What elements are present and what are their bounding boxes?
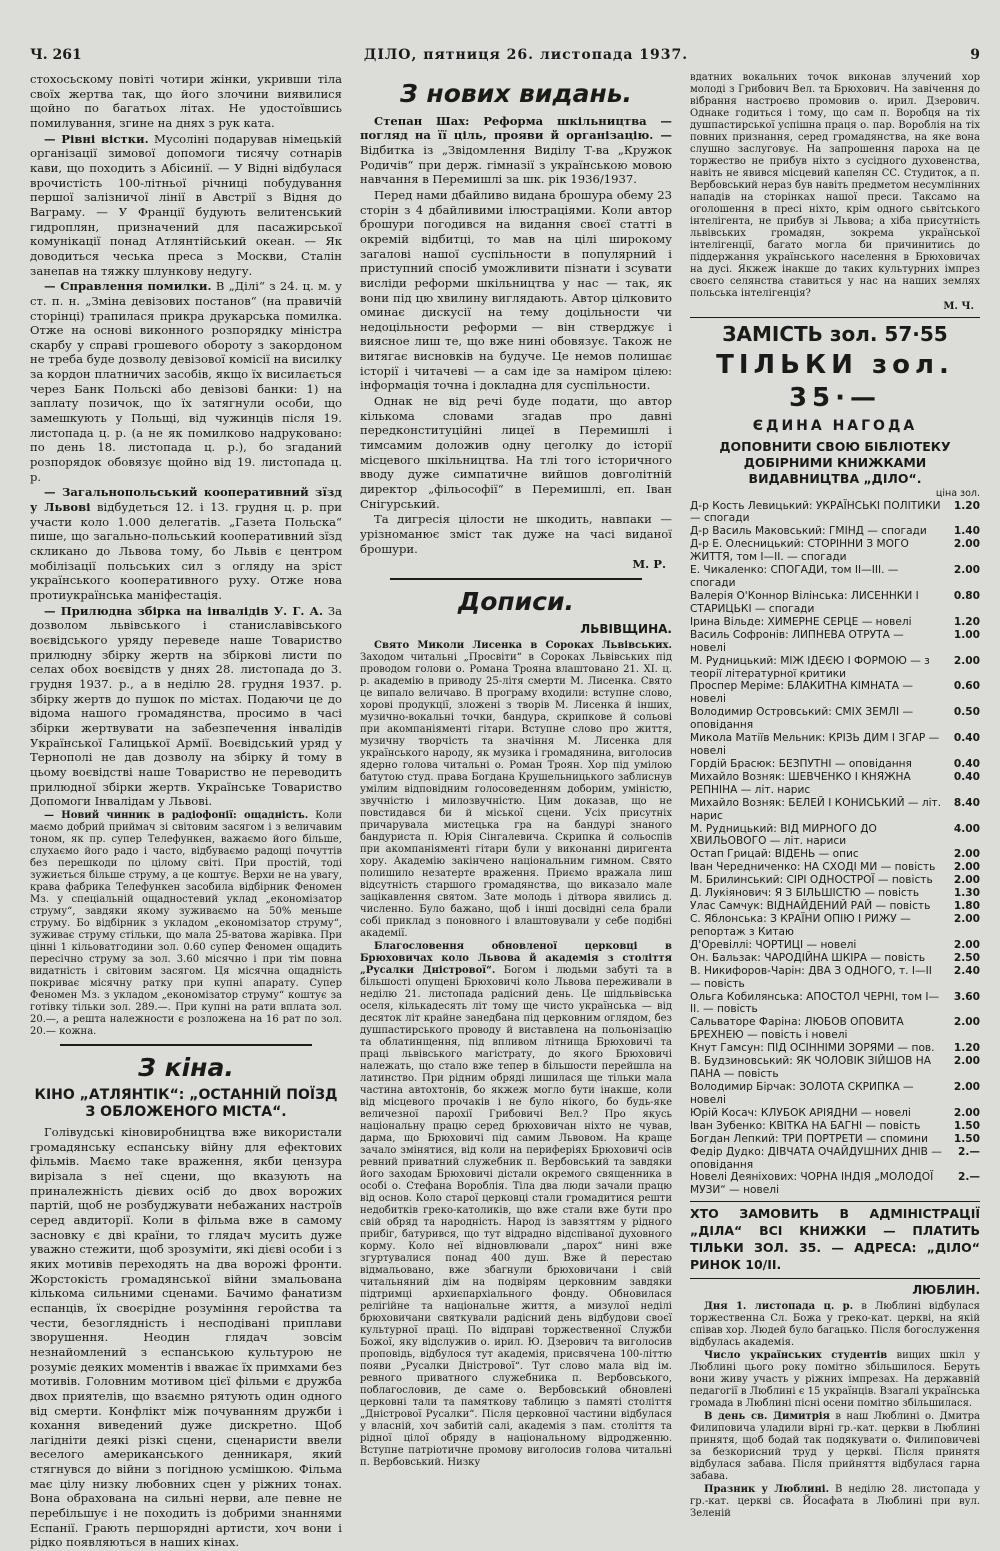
item-lead: Дня 1. листопада ц. р. <box>704 1300 854 1312</box>
column-left <box>30 72 342 1551</box>
item-lead: — Прилюдна збірка на інвалідів У. Г. А. <box>44 603 324 618</box>
book-row <box>690 732 980 758</box>
item-lead: Число українських студентів <box>704 1349 888 1361</box>
price-column-header: ціна зол. <box>935 487 980 499</box>
region-heading: ЛЮБЛИН. <box>912 1282 980 1297</box>
ad-new-price: ТІЛЬКИ зол. 35·— <box>716 350 954 414</box>
book-title: М. Рудницький: МІЖ ІДЕЄЮ І ФОРМОЮ — з теорії літературної критики <box>690 654 930 680</box>
book-title: Валерія О'Коннор Вілінська: ЛИСЕННКИ І СТАРИЦЬКІ — спогади <box>690 589 919 615</box>
review-intro <box>360 114 672 187</box>
book-price: 2.— <box>958 1171 980 1184</box>
divider <box>690 317 980 318</box>
book-row <box>690 1016 980 1042</box>
book-row <box>690 887 980 900</box>
book-title: Володимир Островський: СМІХ ЗЕМЛІ — оповідання <box>690 706 914 732</box>
review-body: Відбитка із „Звідомлення Виділу Т-ва „Кружок Родичів“ при держ. гімназії з українською мовою навчання в Перемишлі за шк. рік 1936/1937. <box>360 142 672 187</box>
item-body: Коли маємо добрий приймач зі світовим засягом і з величавим тоном, як пр. супер Телефункен, важаємо його більше, слухаємо його радо і часто, відбуваємо радощі почуттів без перешкоди по цілому світі. При простій, тоді зужиється більше струму, а це коштує. Верхи не на увагу, крава фабрика Телефункен засобила відбірник Феномен Мз. у спеціальній ощадностевий уклад „економізатор струму“, завдяки якому зуживаємо на 50% меньше струму. Бо відбірник з укладом „економізатор струму“, зуживає струму стільки, що мала 25-ватова жарівка. При цінні 1 кільоватгодини зол. 0.60 супер Феномен ощадить пересічно струму за зол. 3.60 місячно і при тім повна видатність і світовим засягом. Ця місячна ощадність покриває місячну ратку при купні апарату. Супер Феномен Мз. з укладом „економізатор струму“ коштує за готівку тільки зол. 289.—. При купні на рати вплата зол. 20.—, а решта належности є розложена на 16 рат по зол. 20.— кожна. <box>30 809 342 1037</box>
book-row <box>690 900 980 913</box>
book-price: 1.50 <box>953 1119 980 1132</box>
book-row <box>690 1042 980 1055</box>
news-item-cooperative <box>30 485 342 602</box>
item-body: В „Ділі“ з 24. ц. м. у ст. п. н. „Зміна девізових постанов“ (на правичій сторінці) трапилася прикра друкарська помилка. Отже на основі виконного розпорядку міністра скарбу у справі грошевого обороту з закордоном не треба буде дозволу девізової комісії на висилку за кордон платничих засобів, якщо їх висилається через Банк Польскі або девізові банки: 1) на заплату позичок, що їх затягнули особи, що замешкують у Польщі, від чужинців після 19. листопада ц. р. (а не як помилково надруковано: по день 18. листопада ц. р.), бо згаданий розпорядок обовязує щойно від 19. листопада ц. р. <box>30 279 343 484</box>
radio-advert <box>30 810 342 1038</box>
book-title: М. Брилинський: СІРІ ОДНОСТРОЇ — повість <box>690 874 933 887</box>
letter-lysenko <box>360 640 672 940</box>
letter-signature: М. Ч. <box>943 301 974 312</box>
book-price: 1.20 <box>953 1042 980 1055</box>
book-row <box>690 939 980 952</box>
letter-continuation: вдатних вокальних точок виконав злучений хор молоді з Грибович Вел. та Брюхович. На завічення до вібрання настроєво промовив о. ирил. Дзерович. Однаке годиться і тому, що сам п. Воробця на тіх душпастирської успішна праця о. пар. Вороблія на тіх повних признання, серед громадянства, на яке вона слушно заслуговує. На запрошення пароха на це торжество не прибув ніхто з сусідного духовенства, навіть не явився місцевий капелян СС. Студиток, а п. Вербовський нераз був навіть предметом несумлінних нападів на сторінках нашої преси. Таксамо на оголошення в пресі ніхто, крім одного сьвітського інтелігента, не прибув зі Львова; а хіба присутність львівських громадян, зокрема української інтелігенції, багато могла би причинитись до піддержання українського населення в Брюховичах на дусі. Якжеж інакше до таких культурних імпрез своєго селянства ставиться у нас на наших землях польська інтелігенція? <box>690 72 980 299</box>
book-title: Володимир Бірчак: ЗОЛОТА СКРИПКА — новелі <box>690 1081 914 1106</box>
item-body: За дозволом львівського і станиславівського воєвідського уряду переведе наше Товариство прилюдну збірку жертв на збіркові листи по селах обох воєвідств у днях 28. листопада до 3. грудня 1937. р., а в неділю 28. грудня 1937. р. збірку жертв до пушок по містах. Подаючи це до відома нашого громадянства, просимо в часі збірки жертвувати на забезпечення інвалідів Української Галицької Армії. Воєвідський уряд у Тернополі не дав дозволу на збірку й тому в цьому воєвідстві наше Товариство не переводить прилюдної збірки жертв. Українське Товариство Допомоги Інвалідам у Львові. <box>30 603 342 809</box>
book-price: 1.30 <box>953 887 980 900</box>
letter-body: Заходом читальні „Просвіти“ в Сороках Львівських під проводом голови о. Романа Трояна влаштовано 21. XI. ц. р. академію в приводу 25-літя смерти М. Лисенка. Свято це випало величаво. В програму входили: вступне слово, хорові продукції, зложені з творів М. Лисенка й інших, музично-вокальні точки, бандура, скрипкове й сольові при акомпаніяменті гітари. Вступне слово про життя, музичну творчість та значіння М. Лисенка для українського народу, як музика і громадянина, виголосив ядерно голова читальні о. Роман Троян. Хор під умілою батутою студ. права Богдана Крушельницького заблиснув умілим відповідним голосоведенням доборим, уміністю, звучністю і милозвучністю. Цим доказав, що не повстидався би й міської сцени. Усіх присутніх причарувала мистецька гра на бандурі знаного бандуриста п. Юрія Сінгалевича. Скрипка й сольоспів при акомпаніяменті гітари були у виконанні диригента хору. Академію закінчено національним гимном. Свято полишило незатерте враження. Приємо вражала лиш відсутність старшого громадянства, що виказало мале зацікавлення святом. Зате молодь і дітвора явились д. численно. Було бажано, щоб і інші досвідні села брали собі приклад з поновного і влаштовували у себе подібні академії. <box>360 651 672 939</box>
book-title: Федір Дудко: ДІВЧАТА ОЧАЙДУШНИХ ДНІВ — оповідання <box>690 1145 942 1171</box>
book-price: 1.50 <box>953 1132 980 1145</box>
book-title: Новелі Деяніхових: ЧОРНА ІНДІЯ „МОЛОДОЇ МУЗИ“ — новелі <box>690 1171 934 1197</box>
book-price: 0.80 <box>953 589 980 602</box>
book-row <box>690 525 980 538</box>
masthead-date: ДІЛО, пятниця 26. листопада 1937. <box>363 47 689 63</box>
item-body: відбудеться 12. і 13. грудня ц. р. при участи коло 1.000 делегатів. „Газета Польска“ пише, що загально-польський кооперативний зїзд скликано до Львова тому, бо Львів є центром мобілізації польських сил з огляду на зріст українського кооперативного руху. Отже нова протиукраїнська маніфестація. <box>30 500 343 602</box>
book-row <box>690 1081 980 1107</box>
book-title: Микола Матіїв Мельник: КРІЗЬ ДИМ І ЗГАР — новелі <box>690 732 940 758</box>
item-body: Мусоліні подарував німецькій організації зимової допомоги тисячу сотнарів кави, що походить з Абісинії. — У Відні відбулася врочистість 100-літньої річниці побудування першої залізничої лінії в Австрії з Відня до Ваграму. — У Франції будують велитенський гидроплян, призначений для пасажирської комунікації понад Атлянтійський океан. — Як доводиться чеська преса з Москви, Сталін занепав на тяжку шлункову недугу. <box>30 131 343 278</box>
book-title: Д-р Е. Олесницький: СТОРІННИ З МОГО ЖИТТЯ, том І—ІІ. — спогади <box>690 538 909 564</box>
book-row <box>690 823 980 849</box>
book-row <box>690 991 980 1017</box>
book-title: Юрій Косач: КЛУБОК АРІЯДНИ — новелі <box>690 1106 911 1119</box>
book-title: Он. Бальзак: ЧАРОДІЙНА ШКІРА — повість <box>690 951 926 964</box>
book-price: 0.40 <box>953 770 980 783</box>
film-review: Голівудські кіновиробництва вже використали громадянську еспанську війну для ефектових фільмів. Маємо таке враження, якби цензура вирізала з неї сцени, що вказують на приналежність дієвих осіб до двох ворожих партій, щоб не розбуджувати небажаних настроїв серед авдиторії. Коли в фільма вже в самому засновку є дві країни, то глядач мусить дуже уважно стежити, щоб зрозуміти, які дієві особи і з яких мотивів переходять на два ворожі фронти. Жорстокість громадянської війни змальована кількома сильними сценами. Бачимо фанатизм еспанців, їх своєрідне розуміння геройства та чести, безоглядність і несподівані приплави зворушення. Неодин глядач зовсім незнайомлений з еспанською культурою не розуміє деяких моментів і вважає їх примхами без мотивів. Головним мотивом цієї фільми є дружба двох приятелів, що взаємно рятують один одного від смерти. Конфлікт між почуванням дружби і кохання виведений дуже дискретно. Щоб лагідніти деякі різкі сцени, сценаристи ввели веселого американського денникаря, який стягнувся до війни з погідною усмішкою. Фільма має цілу низку любовних сцен у ріжних тонах. Вона обрахована на сильні нерви, але певне не перебільшує і не походить із добрими знаннями Еспанії. Грають першорядні артисти, хоч вони і рідко появляються в наших кінах. <box>30 1125 342 1550</box>
book-row <box>690 758 980 771</box>
book-price: 2.00 <box>953 564 980 577</box>
book-row <box>690 874 980 887</box>
book-title: Гордій Брасюк: БЕЗПУТНІ — оповідання <box>690 757 912 770</box>
letter-body: Богом і людьми забуті та в більшості опущені Брюховичі коло Львова переживали в неділю 21. листопада радісний день. Це шідльвівська оселя, кількадесять літ тому ще чисто українська — від десяток літ крайне занедбана під церковним оглядом, без душпастирського проводу й виставлена на польонізацію та облатинщення, під впливом літнища Брюховичі та праці львівського магістрату, до якого Брюховичі належать, що стало вже тепер в більшости перейшла на латинство. При рідним обряді лишилася ще тільки мала частина автохтонів, бо якжеж могло бути інакше, коли від місцевого прочаків і не було нікого, бо будь-яке величезної парохії Грибовичі Вел.? Про якусь національну працю серед брюховичан ніхто не чував, дарма, що Брюховичі під самим Львовом. На краще зачало змінятися, від коли на периферіях Брюховичі осів ревний приватний служебник п. Вербовський та завдяки його заходам Брюховичі дістали окремого священника в особі о. Стефана Вороблія. Тіла два люди зачали працю від основ. Коло старої церковці стали громадитися решти недобитків греко-католиків, що вже стали вже бути про свій обряд та народність. Народ із завзяттям у рідного прибіг, батурився, що тут відрадно відспіваної духовного корму. Коло неї відновлювали „парох“ нині вже згуртувалися понад 400 душ. Вже й перестаю відмальовано, вже збагнули брюховичани і свій читальняний дім на подвірям церковним завдяки підтримці архиєпархіального фонду. Обновилася релігійне та національне життя, а мизулої неділі брюховичани святкували радісний день відбудови своєї культурної праці. По відправі торжественної Служби Божої, яку відслужив о. ирил. Ю. Дзерович та виголосив проповідь, відбулося тут академія, присвячена 100-літтю появи „Русалки Дністрової“. Тут слово мала від ім. ревного приватного служебника п. Вербовського, поблагословив, де саме о. Вербовський обновлені церковні тали та памяткову таблицю з памяті століття „Дністрової Русалки“. Після церковної частини відбулася у власній, хоч забитій салі, академія з пам. століття та рідної цілої обряду в національному відродженню. Вступне патріотичне промову виголосив голова читальні п. Вербовський. Низку <box>360 964 672 1468</box>
book-list <box>690 500 980 1198</box>
review-lead: Степан Шах: Реформа шкільництва — погляд на її ціль, прояви й організацію. — <box>360 113 672 143</box>
ad-subtitle: ДОПОВНИТИ СВОЮ БІБЛІОТЕКУ ДОБІРНИМИ КНИЖКАМИ ВИДАВНИЦТВА „ДІЛО“. <box>719 438 951 487</box>
film-headline: КІНО „АТЛЯНТІК“: „ОСТАННІЙ ПОЇЗД З ОБЛОЖЕНОГО МІСТА“. <box>34 1087 338 1121</box>
book-title: Д. Лукіянович: Я З БІЛЬШІСТЮ — повість <box>690 887 920 900</box>
book-price: 1.40 <box>953 525 980 538</box>
book-title: Ольга Кобилянська: АПОСТОЛ ЧЕРНІ, том І—ІІ. — повість <box>690 990 940 1016</box>
item-body: В неділю 28. листопада у гр.-кат. церкві св. Йосафата в Люблині при вул. Зеленій <box>690 1483 981 1519</box>
book-price: 4.00 <box>953 822 980 835</box>
book-row <box>690 500 980 526</box>
book-title: Улас Самчук: ВІДНАЙДЕНИЙ РАЙ — повість <box>690 900 931 913</box>
issue-number: Ч. 261 <box>30 47 82 63</box>
review-paragraph: Перед нами дбайливо видана брошура обему 23 сторін з 4 дбайливими ілюстраціями. Коли автор брошури погодився на видання своєї статті в окремій відбитці, то мав на цілі широкому загалові нашої суспільности в популярний і приступний спосіб уможливити пізнати і зсувати висліди реформи шкільництва у нас — так, як вони під цю хвилину виглядають. Автор цілковито оминає дискусії на тему доцільности чи недоцільности реформи — він стверджує і виясное лиш те, що вже нині обовязує. Також не витягає висновків на будуче. Це немов полишає історії і читачеві — а сам іде за наміром цілею: інформація точна і докладна для суспільности. <box>360 187 672 393</box>
book-title: Е. Чикаленко: СПОГАДИ, том ІІ—ІІІ. — спогади <box>690 564 899 590</box>
book-row <box>690 797 980 823</box>
book-price: 2.00 <box>953 538 980 551</box>
book-title: Іван Чередниченко: НА СХОДІ МИ — повість <box>690 861 936 874</box>
column-middle <box>360 72 672 1551</box>
section-title-cinema: З кіна. <box>138 1052 234 1082</box>
book-row <box>690 538 980 564</box>
book-price: 3.60 <box>953 990 980 1003</box>
section-divider <box>60 1044 312 1046</box>
book-price: 1.00 <box>953 628 980 641</box>
book-title: Ірина Вільде: ХИМЕРНЕ СЕРЦЕ — новелі <box>690 615 912 628</box>
lublin-item <box>690 1484 980 1520</box>
lublin-item <box>690 1411 980 1483</box>
book-title: Д'Оревіллі: ЧОРТИЦІ — новелі <box>690 938 857 951</box>
book-price: 2.00 <box>953 654 980 667</box>
divider <box>690 1278 980 1279</box>
review-paragraph: Однак не від речі буде подати, що автор кількома словами згадав про давні передконституційні лицеї в Перемишлі і тимсамим доложив одну цеголку до історії місцевого шкільництва. На тлі того історичного вводу дуже симпатичне вийшов довголітній директор „фільософії“ в Перемишлі, еп. Іван Снігурський. <box>360 394 672 511</box>
lublin-item <box>690 1350 980 1410</box>
book-row <box>690 848 980 861</box>
book-price: 0.50 <box>953 706 980 719</box>
book-price: 2.00 <box>953 913 980 926</box>
page-number: 9 <box>970 47 980 63</box>
item-lead: — Новий чинник в радіофонії: ощадність. <box>44 809 309 821</box>
book-row <box>690 965 980 991</box>
item-body: в наш Люблині о. Дмитра Филиповича уладили вірні гр.-кат. церкви в Люблині принятя, щоб бодай так подякувати о. Филиповичеві за безкорисний труд у церкві. Після принятя відбулася забава. Після прийняття відбулася гарна забава. <box>690 1410 981 1482</box>
book-row <box>690 952 980 965</box>
section-divider <box>390 578 642 580</box>
book-title: Сальваторе Фаріна: ЛЮБОВ ОПОВИТА БРЕХНЕЮ — повість і новелі <box>690 1016 904 1042</box>
book-row <box>690 1107 980 1120</box>
book-row <box>690 913 980 939</box>
book-title: Василь Софронів: ЛИПНЕВА ОТРУТА — новелі <box>690 628 904 654</box>
book-row <box>690 590 980 616</box>
section-title-publications: З нових видань. <box>399 79 633 108</box>
book-row <box>690 629 980 655</box>
book-title: Кнут Гамсун: ПІД ОСІННІМИ ЗОРЯМИ — пов. <box>690 1042 935 1055</box>
review-signature: М. Р. <box>632 557 666 572</box>
book-title: В. Будзиновський: ЯК ЧОЛОВІК ЗІЙШОВ НА ПАНА — повість <box>690 1055 931 1081</box>
book-row <box>690 564 980 590</box>
book-price: 0.40 <box>953 757 980 770</box>
book-price: 1.20 <box>953 499 980 512</box>
book-row <box>690 861 980 874</box>
ad-order-info: ХТО ЗАМОВИТЬ В АДМІНІСТРАЦІЇ „ДІЛА“ ВСІ КНИЖКИ — ПЛАТИТЬ ТІЛЬКИ ЗОЛ. 35. — АДРЕСА: „ДІЛО“ РИНОК 10/ІІ. <box>690 1206 980 1272</box>
letter-bryukhovychi <box>360 941 672 1469</box>
book-price: 8.40 <box>953 796 980 809</box>
news-item-correction <box>30 279 342 484</box>
item-body: вищих шкіл у Люблині цього року помітно збільшилося. Беруть вони живу участь у ріжних імпрезах. На державній педагогії в Люблині є 15 українців. Взагалі українська громада в Люблині пісні осени помітно збільшилася. <box>690 1349 980 1409</box>
item-lead: — Загальнопольський кооперативний зїзд у Львові <box>30 485 342 515</box>
book-row <box>690 616 980 629</box>
lublin-item <box>690 1301 980 1349</box>
column-right <box>690 72 980 1551</box>
book-title: Михайло Возняк: БЕЛЕЙ І КОНИСЬКИЙ — літ. нарис <box>690 796 942 822</box>
news-item-various <box>30 132 342 279</box>
book-row <box>690 680 980 706</box>
item-lead: Празник у Люблині. <box>704 1483 830 1495</box>
book-price: 2.00 <box>953 874 980 887</box>
article-continuation: стохосьскому повіті чотири жінки, укривши тіла своїх жертва так, що його злочини виявилися щойно по багатьох літах. Не удостоївшись помилування, згине на днях з рук ката. <box>30 72 342 130</box>
book-row <box>690 706 980 732</box>
ad-old-price: ЗАМІСТЬ зол. 57·55 <box>722 322 948 346</box>
book-title: Іван Зубенко: КВІТКА НА БАГНІ — повість <box>690 1119 921 1132</box>
book-row <box>690 771 980 797</box>
book-price: 2.00 <box>953 1055 980 1068</box>
book-row <box>690 1120 980 1133</box>
book-row <box>690 1133 980 1146</box>
letter-lead: Благословення обновленої церковці в Брюховичах коло Львова й академія з століття „Русалки Дністрової“. <box>360 940 672 976</box>
item-lead: — Рівні вістки. <box>44 131 149 146</box>
book-title: Д-р Кость Левицький: УКРАЇНСЬКІ ПОЛІТИКИ — спогади <box>690 499 941 525</box>
book-price: 2.40 <box>953 964 980 977</box>
book-title: М. Рудницький: ВІД МИРНОГО ДО ХВИЛЬОВОГО — літ. нариси <box>690 822 877 848</box>
book-row <box>690 1171 980 1197</box>
book-price: 0.60 <box>953 680 980 693</box>
book-price: 2.— <box>958 1145 980 1158</box>
book-price: 2.00 <box>953 848 980 861</box>
book-price: 0.40 <box>953 732 980 745</box>
review-paragraph: Та дигресія цілости не шкодить, навпаки — урізноманює зміст так дуже на часі виданої брошури. <box>360 512 672 556</box>
book-title: Остап Грицай: ВІДЕНЬ — опис <box>690 848 859 861</box>
item-body: в Люблині відбулася торжественна Сл. Божа у греко-кат. церкві, на якій співав хор. Людей було багацько. Після богослуження відбулась академія. <box>690 1300 980 1348</box>
book-title: Проспер Меріме: БЛАКИТНА КІМНАТА — новелі <box>690 680 913 706</box>
ad-unique-offer: ЄДИНА НАГОДА <box>752 418 918 435</box>
news-item-collection <box>30 604 342 809</box>
item-lead: В день св. Димитрія <box>704 1410 830 1422</box>
region-heading: ЛЬВІВЩИНА. <box>580 621 672 636</box>
book-price: 2.00 <box>953 1106 980 1119</box>
book-advertisement <box>690 322 980 1274</box>
book-title: Д-р Василь Маковський: ГМІНД — спогади <box>690 525 927 538</box>
divider <box>690 1201 980 1202</box>
running-header <box>30 44 980 66</box>
book-title: С. Яблонська: З КРАЇНИ ОПІЮ І РИЖУ — репортаж з Китаю <box>690 913 911 938</box>
book-price: 2.00 <box>953 1016 980 1029</box>
book-row <box>690 1146 980 1172</box>
book-price: 2.00 <box>953 861 980 874</box>
section-title-letters: Дописи. <box>457 586 575 616</box>
book-row <box>690 1055 980 1081</box>
book-title: В. Никифоров-Чарін: ДВА З ОДНОГО, т. І—ІІ — повість <box>690 964 932 990</box>
book-price: 2.00 <box>953 938 980 951</box>
book-row <box>690 655 980 681</box>
book-title: Богдан Лепкий: ТРИ ПОРТРЕТИ — спомини <box>690 1132 928 1145</box>
book-price: 2.00 <box>953 1081 980 1093</box>
book-title: Михайло Возняк: ШЕВЧЕНКО І КНЯЖНА РЕПНІНА — літ. нарис <box>690 770 911 796</box>
book-price: 1.20 <box>953 615 980 628</box>
letter-lead: Свято Миколи Лисенка в Сороках Львівських. <box>374 639 672 651</box>
item-lead: — Справлення помилки. <box>44 279 212 294</box>
book-price: 1.80 <box>953 900 980 913</box>
book-price: 2.50 <box>953 951 980 964</box>
